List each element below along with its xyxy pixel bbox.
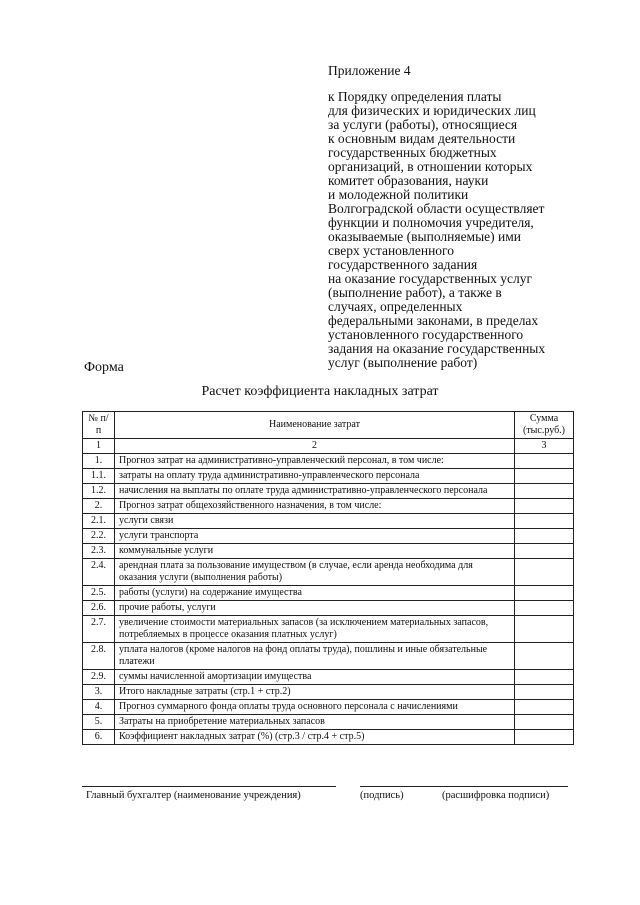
- row-num-cell: 2.7.: [83, 616, 115, 643]
- table-row: [83, 700, 574, 715]
- row-sum-cell: [515, 685, 574, 700]
- row-num-cell: 5.: [83, 715, 115, 730]
- table-row: [83, 514, 574, 529]
- row-sum-cell: [515, 499, 574, 514]
- table-row: [83, 484, 574, 499]
- table-row: [83, 715, 574, 730]
- row-name-cell: Итого накладные затраты (стр.1 + стр.2): [115, 685, 515, 700]
- row-sum-cell: [515, 529, 574, 544]
- row-num-cell: 2.3.: [83, 544, 115, 559]
- signature-line-position: [82, 786, 336, 787]
- row-name-cell: арендная плата за пользование имуществом (в случае, если аренда необходима для оказания услуги (выполнения работы): [115, 559, 515, 586]
- table-row: [83, 469, 574, 484]
- row-num-cell: 6.: [83, 730, 115, 745]
- header-sum: Сумма (тыс.руб.): [515, 412, 574, 439]
- row-name-cell: Прогноз затрат на административно-управленческий персонал, в том числе:: [115, 454, 515, 469]
- row-sum-cell: [515, 469, 574, 484]
- row-sum-cell: [515, 643, 574, 670]
- row-sum-cell: [515, 544, 574, 559]
- appendix-line: Волгоградской области осуществляет: [328, 201, 545, 216]
- table-row: [83, 454, 574, 469]
- row-sum-cell: [515, 730, 574, 745]
- table-index-row: [83, 439, 574, 454]
- appendix-line: сверх установленного: [328, 243, 455, 258]
- appendix-line: задания на оказание государственных: [328, 341, 546, 356]
- row-num-cell: 2.2.: [83, 529, 115, 544]
- row-num-cell: 2.8.: [83, 643, 115, 670]
- row-name-cell: Коэффициент накладных затрат (%) (стр.3 / стр.4 + стр.5): [115, 730, 515, 745]
- table-row: [83, 616, 574, 643]
- index-cell-1: 1: [83, 439, 115, 454]
- cost-table: [82, 411, 574, 745]
- row-name-cell: услуги связи: [115, 514, 515, 529]
- row-name-cell: суммы начисленной амортизации имущества: [115, 670, 515, 685]
- row-sum-cell: [515, 616, 574, 643]
- appendix-line: к Порядку определения платы: [328, 89, 502, 104]
- appendix-title: Приложение 4: [328, 63, 411, 78]
- table-row: [83, 544, 574, 559]
- row-name-cell: начисления на выплаты по оплате труда административно-управленческого персонала: [115, 484, 515, 499]
- row-sum-cell: [515, 484, 574, 499]
- appendix-line: установленного государственного: [328, 327, 524, 342]
- row-name-cell: работы (услуги) на содержание имущества: [115, 586, 515, 601]
- table-row: [83, 586, 574, 601]
- table-row: [83, 559, 574, 586]
- appendix-line: комитет образования, науки: [328, 173, 489, 188]
- appendix-block: [328, 64, 628, 370]
- row-name-cell: увеличение стоимости материальных запасов (за исключением материальных запасов, потребляемых в процессе оказания платных услуг): [115, 616, 515, 643]
- appendix-line: функции и полномочия учредителя,: [328, 215, 534, 230]
- appendix-text: [328, 90, 628, 370]
- row-name-cell: затраты на оплату труда административно-управленческого персонала: [115, 469, 515, 484]
- header-num: № п/п: [83, 412, 115, 439]
- row-name-cell: коммунальные услуги: [115, 544, 515, 559]
- appendix-line: услуг (выполнение работ): [328, 355, 478, 370]
- row-name-cell: уплата налогов (кроме налогов на фонд оплаты труда), пошлины и иные обязательные платежи: [115, 643, 515, 670]
- row-name-cell: услуги транспорта: [115, 529, 515, 544]
- row-name-cell: прочие работы, услуги: [115, 601, 515, 616]
- appendix-line: федеральными законами, в пределах: [328, 313, 539, 328]
- table-row: [83, 685, 574, 700]
- row-num-cell: 2.5.: [83, 586, 115, 601]
- row-num-cell: 2.1.: [83, 514, 115, 529]
- appendix-line: для физических и юридических лиц: [328, 103, 536, 118]
- appendix-line: оказываемые (выполняемые) ими: [328, 229, 522, 244]
- appendix-line: за услуги (работы), относящиеся: [328, 117, 518, 132]
- row-sum-cell: [515, 586, 574, 601]
- row-num-cell: 3.: [83, 685, 115, 700]
- table-row: [83, 643, 574, 670]
- appendix-line: случаях, определенных: [328, 299, 463, 314]
- row-num-cell: 1.: [83, 454, 115, 469]
- signature-sign-label: (подпись): [360, 790, 404, 801]
- row-sum-cell: [515, 670, 574, 685]
- row-sum-cell: [515, 559, 574, 586]
- appendix-line: государственного задания: [328, 257, 478, 272]
- row-name-cell: Прогноз затрат общехозяйственного назначения, в том числе:: [115, 499, 515, 514]
- appendix-line: и молодежной политики: [328, 187, 469, 202]
- table-row: [83, 601, 574, 616]
- table-header-row: [83, 412, 574, 439]
- table-row: [83, 529, 574, 544]
- appendix-line: организаций, в отношении которых: [328, 159, 533, 174]
- appendix-line: на оказание государственных услуг: [328, 271, 533, 286]
- appendix-line: государственных бюджетных: [328, 145, 497, 160]
- row-sum-cell: [515, 454, 574, 469]
- row-num-cell: 2.: [83, 499, 115, 514]
- appendix-line: к основным видам деятельности: [328, 131, 516, 146]
- table-row: [83, 730, 574, 745]
- document-title: Расчет коэффициента накладных затрат: [201, 384, 439, 399]
- form-label: Форма: [84, 360, 124, 375]
- row-num-cell: 1.1.: [83, 469, 115, 484]
- row-num-cell: 2.6.: [83, 601, 115, 616]
- row-num-cell: 2.4.: [83, 559, 115, 586]
- index-cell-2: 2: [115, 439, 515, 454]
- row-sum-cell: [515, 700, 574, 715]
- header-name: Наименование затрат: [115, 412, 515, 439]
- row-num-cell: 2.9.: [83, 670, 115, 685]
- row-name-cell: Прогноз суммарного фонда оплаты труда основного персонала с начислениями: [115, 700, 515, 715]
- row-name-cell: Затраты на приобретение материальных запасов: [115, 715, 515, 730]
- signature-decode-label: (расшифровка подписи): [442, 790, 550, 801]
- appendix-line: (выполнение работ), а также в: [328, 285, 502, 300]
- row-sum-cell: [515, 715, 574, 730]
- table-row: [83, 499, 574, 514]
- table-row: [83, 670, 574, 685]
- row-sum-cell: [515, 514, 574, 529]
- row-num-cell: 1.2.: [83, 484, 115, 499]
- signature-line-sign: [360, 786, 568, 787]
- row-num-cell: 4.: [83, 700, 115, 715]
- signature-position-label: Главный бухгалтер (наименование учреждения): [86, 790, 301, 801]
- index-cell-3: 3: [515, 439, 574, 454]
- row-sum-cell: [515, 601, 574, 616]
